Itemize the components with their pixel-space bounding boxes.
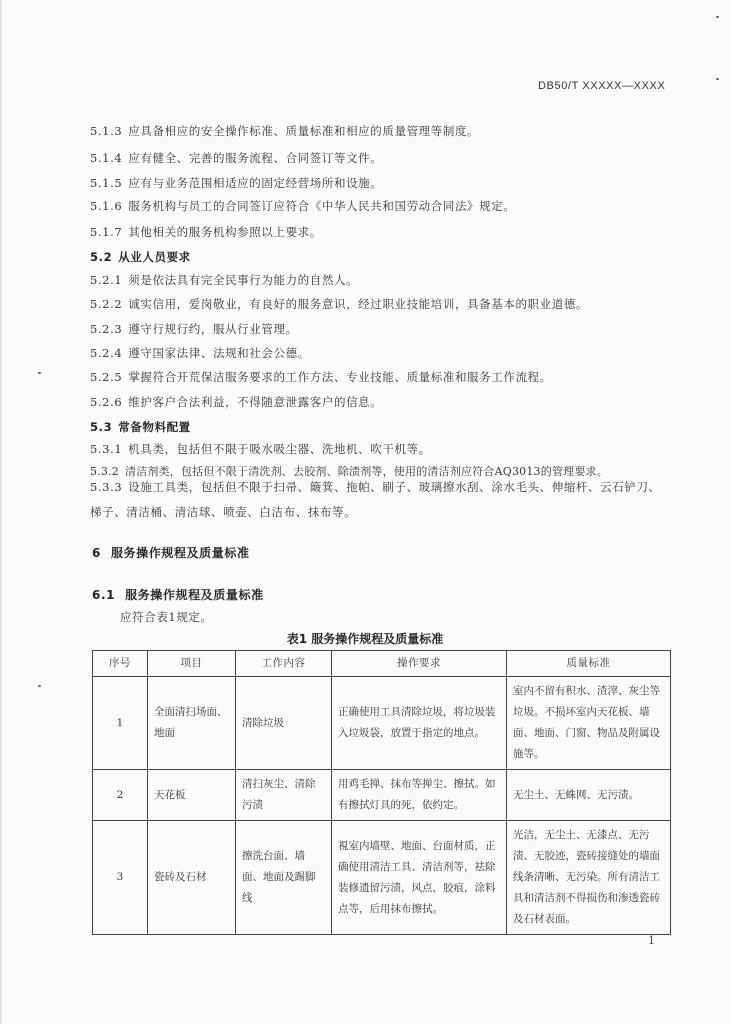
cell-work: 清扫灰尘、清除污渍 bbox=[236, 770, 332, 821]
clause-text: 遵守行规行约，服从行业管理。 bbox=[128, 322, 298, 336]
clause-text: 诚实信用，爱岗敬业，有良好的服务意识，经过职业技能培训，具备基本的职业道德。 bbox=[128, 297, 589, 311]
heading-section-6 bbox=[92, 544, 250, 561]
scan-speck bbox=[716, 78, 719, 80]
cell-item: 全面清扫场面、地面 bbox=[148, 677, 236, 770]
heading-number: 6 bbox=[92, 546, 101, 560]
cell-standard: 无尘土、无蛛网、无污渍。 bbox=[507, 770, 671, 821]
table-row bbox=[93, 677, 671, 770]
header-work: 工作内容 bbox=[236, 651, 332, 677]
scan-edge bbox=[0, 0, 2, 1024]
clause-5-3-1 bbox=[90, 441, 431, 457]
cell-item: 天花板 bbox=[148, 770, 236, 821]
clause-text: 应有健全、完善的服务流程、合同签订等文件。 bbox=[128, 151, 383, 165]
clause-5-3-3 bbox=[90, 475, 670, 525]
cell-work: 清除垃圾 bbox=[236, 677, 332, 770]
clause-5-2-4 bbox=[90, 345, 310, 361]
service-standards-table bbox=[92, 650, 671, 935]
heading-text: 服务操作规程及质量标准 bbox=[125, 588, 264, 602]
cell-requirements: 正确使用工具清除垃圾，将垃圾装入垃圾袋，放置于指定的地点。 bbox=[332, 677, 507, 770]
cell-item: 瓷砖及石材 bbox=[148, 821, 236, 935]
clause-number: 5.1.3 bbox=[90, 124, 123, 138]
cell-standard: 室内不留有积水、渣滓、灰尘等垃圾。不损坏室内天花板、墙面、地面、门窗、物品及附属设施等。 bbox=[507, 677, 671, 770]
clause-number: 5.3.2 bbox=[90, 465, 119, 478]
header-no: 序号 bbox=[93, 651, 148, 677]
clause-5-2-3 bbox=[90, 321, 298, 337]
heading-text: 常备物料配置 bbox=[118, 420, 191, 434]
clause-text: 维护客户合法利益，不得随意泄露客户的信息。 bbox=[128, 395, 383, 409]
table-row bbox=[93, 770, 671, 821]
clause-text: 机具类，包括但不限于吸水吸尘器、洗地机、吹干机等。 bbox=[128, 442, 431, 456]
clause-text: 设施工具类，包括但不限于扫帚、簸箕、拖帕、刷子、玻璃擦水刮、涂水毛头、伸缩杆、云石铲刀、梯子、清洁桶、清洁球、喷壶、白洁布、抹布等。 bbox=[90, 480, 661, 519]
clause-text: 遵守国家法律、法规和社会公德。 bbox=[128, 346, 310, 360]
scan-speck bbox=[38, 372, 41, 374]
table-reference-text: 应符合表1规定。 bbox=[120, 610, 213, 624]
table-row bbox=[93, 821, 671, 935]
header-item: 项目 bbox=[148, 651, 236, 677]
cell-no: 3 bbox=[93, 821, 148, 935]
standard-code: DB50/T XXXXX—XXXX bbox=[538, 80, 666, 92]
cell-standard: 光洁，无尘土、无漆点、无污渍、无胶迹，瓷砖接缝处的墙面线条清晰、无污染。所有清洁工具和清洁剂不得损伤和渗透瓷砖及石材表面。 bbox=[507, 821, 671, 935]
clause-text: 清洁剂类，包括但不限于清洗剂、去胶剂、除渍剂等，使用的清洁剂应符合AQ3013的管理要求。 bbox=[125, 465, 608, 478]
cell-no: 2 bbox=[93, 770, 148, 821]
clause-number: 5.2.5 bbox=[90, 370, 123, 384]
heading-number: 6.1 bbox=[92, 588, 116, 602]
clause-number: 5.1.5 bbox=[90, 176, 123, 190]
cell-requirements: 視室内墙壁、地面、台面材质，正确使用清洁工具、清洁剂等，祛除装修遗留污渍，风点，胶痕，涂料点等，后用抹布擦拭。 bbox=[332, 821, 507, 935]
clause-5-2-6 bbox=[90, 394, 382, 410]
clause-number: 5.1.6 bbox=[90, 199, 123, 213]
clause-number: 5.3.3 bbox=[90, 480, 123, 494]
clause-number: 5.1.4 bbox=[90, 151, 123, 165]
cell-no: 1 bbox=[93, 677, 148, 770]
page-number: 1 bbox=[648, 934, 655, 947]
heading-text: 从业人员要求 bbox=[118, 250, 191, 264]
clause-number: 5.1.7 bbox=[90, 225, 123, 239]
cell-requirements: 用鸡毛掸、抹布等掸尘、擦拭。如有擦拭灯具的死，依约定。 bbox=[332, 770, 507, 821]
clause-number: 5.2.4 bbox=[90, 346, 123, 360]
clause-5-1-7 bbox=[90, 224, 322, 240]
clause-5-2-2 bbox=[90, 296, 588, 312]
clause-5-2-5 bbox=[90, 369, 552, 385]
cell-work: 擦洗台面、墙面、地面及踢脚线 bbox=[236, 821, 332, 935]
heading-5-3 bbox=[90, 419, 191, 435]
clause-text: 掌握符合开荒保洁服务要求的工作方法、专业技能、质量标准和服务工作流程。 bbox=[128, 370, 552, 384]
clause-5-1-6 bbox=[90, 198, 515, 214]
clause-text: 应具备相应的安全操作标准、质量标准和相应的质量管理等制度。 bbox=[128, 124, 480, 138]
heading-number: 5.2 bbox=[90, 250, 113, 264]
clause-5-1-5 bbox=[90, 175, 382, 191]
clause-number: 5.2.6 bbox=[90, 395, 123, 409]
heading-5-2 bbox=[90, 249, 191, 265]
clause-number: 5.2.3 bbox=[90, 322, 123, 336]
heading-section-6-1 bbox=[92, 586, 264, 603]
clause-text: 应有与业务范围相适应的固定经营场所和设施。 bbox=[128, 176, 383, 190]
heading-number: 5.3 bbox=[90, 420, 113, 434]
table-header-row bbox=[93, 651, 671, 677]
clause-text: 须是依法具有完全民事行为能力的自然人。 bbox=[128, 273, 359, 287]
clause-text: 服务机构与员工的合同签订应符合《中华人民共和国劳动合同法》规定。 bbox=[128, 199, 516, 213]
scan-speck bbox=[716, 16, 719, 18]
heading-text: 服务操作规程及质量标准 bbox=[110, 546, 250, 560]
clause-5-1-4 bbox=[90, 150, 382, 166]
clause-text: 其他相关的服务机构参照以上要求。 bbox=[128, 225, 322, 239]
clause-number: 5.2.2 bbox=[90, 297, 123, 311]
clause-5-1-3 bbox=[90, 123, 479, 139]
header-standard: 质量标准 bbox=[507, 651, 671, 677]
header-requirements: 操作要求 bbox=[332, 651, 507, 677]
clause-5-2-1 bbox=[90, 272, 358, 288]
scan-speck bbox=[38, 685, 41, 687]
table-title: 表1 服务操作规程及质量标准 bbox=[286, 632, 444, 646]
clause-number: 5.2.1 bbox=[90, 273, 123, 287]
clause-number: 5.3.1 bbox=[90, 442, 123, 456]
